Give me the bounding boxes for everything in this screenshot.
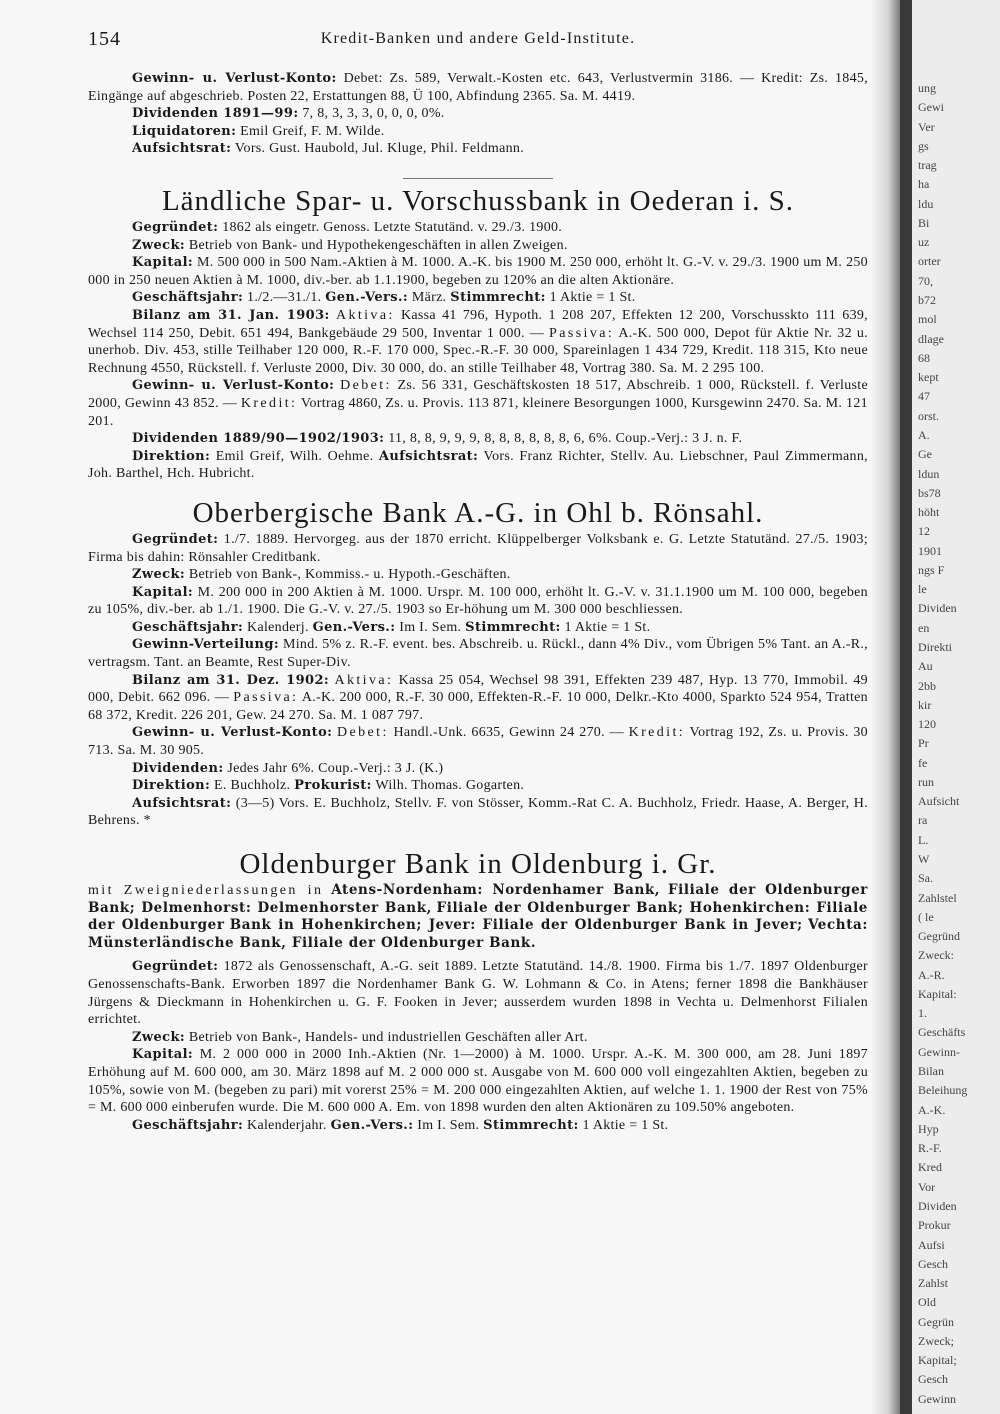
oederan-aufsichtsrat-text: Vors. Franz Richter, Stellv. Au. Liebschner, Paul Zimmermann, Joh. Barthel, Hch. Hubricht. <box>88 448 868 482</box>
facing-page-text: 1901 <box>918 543 942 558</box>
ohl-gegruendet <box>88 531 868 566</box>
facing-page-text: Dividen <box>918 1198 957 1213</box>
oederan-direktion <box>88 448 868 483</box>
oederan-geschaeftsjahr-text: 1./2.—31./1. <box>247 290 322 306</box>
ohl-prokurist-text: Wilh. Thomas. Gogarten. <box>375 778 525 794</box>
facing-page-text: Beleihung <box>918 1083 968 1098</box>
facing-page-text: 70, <box>918 273 933 288</box>
ohl-title: Oberbergische Bank A.-G. in Ohl b. Rönsahl. <box>192 496 764 529</box>
facing-page-text: ha <box>918 177 930 192</box>
oederan-stimmrecht-label: Stimmrecht: <box>450 290 546 306</box>
facing-page-text: A.-K. <box>918 1102 946 1117</box>
oederan-kapital-text: M. 500 000 in 500 Nam.-Aktien à M. 1000. A.-K. bis 1900 M. 250 000, erhöht lt. G.-V. v. 29./3. 1900 um M. 250 000 in 250 neuen Aktien à M. 1000, div.-ber. ab 1.1.1900, begeben zu 120% an die alten Aktionäre. <box>88 255 868 288</box>
facing-page-text: Bilan <box>918 1064 944 1079</box>
facing-page-text: uz <box>918 235 930 250</box>
facing-page-text: Old <box>918 1295 936 1310</box>
ohl-bilanz-aktiva: Aktiva: <box>334 672 394 688</box>
ohl-gewinnverteilung-label: Gewinn-Verteilung: <box>132 637 280 653</box>
facing-page-text: 12 <box>918 524 930 539</box>
ohl-genvers-text: Im I. Sem. <box>399 619 462 635</box>
ohl-aufsichtsrat <box>88 795 868 830</box>
facing-page-text: Bi <box>918 215 930 230</box>
ohl-kapital-label: Kapital: <box>132 584 194 600</box>
oldenburg-mit-text: mit Zweigniederlassungen in <box>88 883 324 898</box>
prev-aufsichtsrat-text: Vors. Gust. Haubold, Jul. Kluge, Phil. Feldmann. <box>234 141 525 157</box>
ohl-zweck <box>88 566 868 584</box>
facing-page-text: Geschäfts <box>918 1025 966 1040</box>
prev-gewinn-label: Gewinn- u. Verlust-Konto: <box>132 71 337 86</box>
oldenburg-kapital-label: Kapital: <box>132 1047 194 1063</box>
oldenburg-zweck-text: Betrieb von Bank-, Handels- und industriellen Geschäften aller Art. <box>188 1029 588 1045</box>
oederan-stimmrecht-text: 1 Aktie = 1 St. <box>549 290 636 306</box>
prev-dividenden-label: Dividenden 1891—99: <box>132 106 299 122</box>
ohl-bilanz-text1: Kassa 25 054, Wechsel 98 391, Effekten 239 487, Hyp. 13 770, Immobil. 49 000, Debit. 662 096. — <box>88 672 868 706</box>
ohl-gewinn-label: Gewinn- u. Verlust-Konto: <box>132 725 333 741</box>
facing-page-text: fe <box>918 755 928 770</box>
facing-page-text: Sa. <box>918 871 933 886</box>
oldenburg-stimmrecht-label: Stimmrecht: <box>483 1117 579 1133</box>
oederan-gewinn-text1: Zs. 56 331, Geschäftskosten 18 517, Abschreib. 1 000, Rückstell. f. Verluste 2000, Gewinn 43 852. — <box>88 378 868 411</box>
oederan-title: Ländliche Spar- u. Vorschussbank in Oederan i. S. <box>161 185 795 217</box>
ohl-direktion-label: Direktion: <box>132 778 211 794</box>
oldenburg-filialen-3: Filiale der Oldenburger Bank; Hohenkirchen: Filiale der Oldenburger <box>88 899 868 934</box>
oederan-dividenden <box>88 430 868 448</box>
facing-page-text: Prokur <box>918 1218 951 1233</box>
facing-page-text: Ver <box>918 119 935 134</box>
ohl-zweck-text: Betrieb von Bank-, Kommiss.- u. Hypoth.-Geschäften. <box>188 567 511 583</box>
oederan-gegruendet-label: Gegründet: <box>132 220 219 235</box>
ohl-stimmrecht-text: 1 Aktie = 1 St. <box>564 619 651 635</box>
facing-page-text: le <box>918 582 927 597</box>
ohl-dividenden-text: Jedes Jahr 6%. Coup.-Verj.: 3 J. (K.) <box>227 760 444 776</box>
prev-dividenden-text: 7, 8, 3, 3, 3, 0, 0, 0, 0%. <box>302 106 445 122</box>
ohl-gewinn-text1: Handl.-Unk. 6635, Gewinn 24 270. — <box>393 725 624 741</box>
oldenburg-gegruendet <box>88 958 868 1028</box>
facing-page-text: ra <box>918 813 928 828</box>
running-title: Kredit-Banken und andere Geld-Institute. <box>320 30 636 47</box>
facing-page-text: bs78 <box>918 485 941 500</box>
oederan-gegruendet-text: 1862 als eingetr. Genoss. Letzte Statutänd. v. 29./3. 1900. <box>222 220 563 235</box>
ohl-zweck-label: Zweck: <box>132 567 186 583</box>
facing-page-text: Gegründ <box>918 929 960 944</box>
facing-page-text: dlage <box>918 331 944 346</box>
left-page-column <box>88 28 868 1134</box>
facing-page-text: 47 <box>918 389 930 404</box>
facing-page-text: W <box>918 852 930 866</box>
oederan-gewinn-kredit: Kredit: <box>240 395 298 411</box>
oederan-bilanz-label: Bilanz am 31. Jan. 1903: <box>132 307 330 323</box>
oldenburg-filialen-1: Atens-Nordenham: Nordenhamer Bank, <box>331 882 661 898</box>
facing-page-text: run <box>918 774 934 789</box>
ohl-genvers-label: Gen.-Vers.: <box>312 619 396 635</box>
ohl-entry <box>88 495 868 830</box>
facing-page-text: Ge <box>918 447 932 462</box>
oederan-geschaeftsjahr <box>88 289 868 307</box>
facing-page-text: Gewinn <box>918 1391 956 1406</box>
oederan-zweck-label: Zweck: <box>132 237 186 253</box>
oederan-kapital-label: Kapital: <box>132 255 194 271</box>
facing-page-text: 1. <box>918 1006 927 1021</box>
oederan-gewinn-text2: Vortrag 4860, Zs. u. Provis. 113 871, kleinere Besorgungen 1000, Kursgewinn 2470. Sa. M. 121 201. <box>88 395 868 429</box>
oldenburg-geschaeftsjahr-label: Geschäftsjahr: <box>132 1117 244 1133</box>
facing-page-text: orter <box>918 254 941 269</box>
ohl-geschaeftsjahr <box>88 619 868 637</box>
oldenburg-entry <box>88 846 868 1134</box>
facing-page-text: Gewi <box>918 100 944 115</box>
oederan-gegruendet <box>88 219 868 237</box>
facing-page-text: kept <box>918 370 939 385</box>
ohl-bilanz-passiva: Passiva: <box>233 690 299 706</box>
oederan-gewinn-debet: Debet: <box>340 378 392 394</box>
prev-liquidatoren <box>88 123 868 141</box>
facing-page-text: ngs F <box>918 562 945 577</box>
facing-page-text: kir <box>918 697 932 712</box>
facing-page-text: Gegrün <box>918 1314 954 1329</box>
facing-page-text: en <box>918 620 930 635</box>
ohl-kapital <box>88 584 868 619</box>
facing-page-fragment <box>912 0 1000 1414</box>
facing-page-text: L. <box>918 832 929 847</box>
ohl-direktion-text: E. Buchholz. <box>214 778 291 794</box>
oldenburg-geschaeftsjahr <box>88 1117 868 1135</box>
facing-page-text: Au <box>918 659 933 674</box>
oederan-geschaeftsjahr-label: Geschäftsjahr: <box>132 290 244 306</box>
oederan-kapital <box>88 254 868 289</box>
oldenburg-filialen-4: Bank in Hohenkirchen; Jever: Filiale der Oldenburger Bank in Jever; <box>229 917 803 934</box>
page-header <box>88 28 868 58</box>
facing-page-text: Pr <box>918 736 929 751</box>
ohl-kapital-text: M. 200 000 in 200 Aktien à M. 1000. Urspr. M. 100 000, erhöht lt. G.-V. v. 31.1.1900 um M. 100 000, begeben zu 105%, div.-ber. ab 1./1. 1900. Die G.-V. v. 27./5. 1903 so Er-höhung um M. 300 000 beschliessen. <box>88 584 868 618</box>
oederan-entry <box>88 183 868 483</box>
ohl-stimmrecht-label: Stimmrecht: <box>465 619 561 635</box>
prev-liquidatoren-label: Liquidatoren: <box>132 123 237 139</box>
oldenburg-gegruendet-text: 1872 als Genossenschaft, A.-G. seit 1889. Letzte Statutänd. 14./8. 1900. Firma bis 1./7. 1897 Oldenburger Genossenschafts-Bank. Erworben 1897 die Nordenhamer Bank G. W. Lohmann & Co. in Atens; ferner 1898 die Bankhäuser Jürgens & Dieckmann in Hohenkirchen u. G. F. Fooken in Jever; ausserdem wurden 1898 in Vechta u. Delmenhorst Filialen errichtet. <box>88 959 868 1028</box>
facing-page-text: Zweck; <box>918 1333 954 1348</box>
facing-page-text: ( le <box>918 909 934 924</box>
facing-page-text: Vor <box>918 1179 936 1194</box>
oederan-zweck <box>88 237 868 255</box>
oederan-bilanz-passiva: Passiva: <box>549 325 615 341</box>
facing-page-text: Zahlst <box>918 1276 948 1291</box>
oederan-dividenden-text: 11, 8, 8, 9, 9, 9, 8, 8, 8, 8, 8, 8, 6, 6%. Coup.-Verj.: 3 J. n. F. <box>388 431 743 447</box>
oldenburg-genvers-text: Im I. Sem. <box>417 1117 480 1133</box>
facing-page-text: 120 <box>918 717 936 732</box>
facing-page-text: ldu <box>918 196 934 211</box>
oldenburg-filialen-2: Filiale der Oldenburger Bank; Delmenhorst: Delmenhorster Bank, <box>88 882 869 916</box>
facing-page-text: Zweck: <box>918 948 954 963</box>
oldenburg-genvers-label: Gen.-Vers.: <box>330 1117 414 1133</box>
oldenburg-kapital-text: M. 2 000 000 in 2000 Inh.-Aktien (Nr. 1—2000) à M. 1000. Urspr. A.-K. M. 300 000, am 28. Juni 1897 Erhöhung auf M. 600 000, am 30. März 1898 auf M. 2 000 000 st. Ausgabe von M. 600 000 voll eingezahlten Aktien, begeben zu 105%, sowie von M. (begeben zu pari) mit vorerst 25% = M. 200 000 eingezahlten Aktien, auf welche 1. 1. 1900 der Rest von 75% = M. 600 000 einberufen wurde. Die M. 600 000 A. Em. von 1898 wurden den alten Aktionären zu 109.50% angeboten. <box>88 1047 868 1116</box>
oederan-bilanz <box>88 307 868 377</box>
prev-dividenden <box>88 105 868 123</box>
facing-page-text: Gesch <box>918 1372 948 1387</box>
facing-page-text: 2bb <box>918 678 936 693</box>
oldenburg-zweck <box>88 1029 868 1047</box>
facing-page-text: höht <box>918 505 940 520</box>
prev-aufsichtsrat-label: Aufsichtsrat: <box>132 141 232 157</box>
oederan-aufsichtsrat-label: Aufsichtsrat: <box>378 448 479 464</box>
oederan-zweck-text: Betrieb von Bank- und Hypothekengeschäften in allen Zweigen. <box>188 237 568 253</box>
oldenburg-gegruendet-label: Gegründet: <box>132 959 219 975</box>
ohl-bilanz-label: Bilanz am 31. Dez. 1902: <box>132 672 330 688</box>
oederan-direktion-text: Emil Greif, Wilh. Oehme. <box>215 448 374 464</box>
oldenburg-filialen <box>88 882 868 952</box>
oldenburg-geschaeftsjahr-text: Kalenderjahr. <box>247 1117 327 1133</box>
ohl-geschaeftsjahr-label: Geschäftsjahr: <box>132 619 244 635</box>
facing-page-text: Kapital: <box>918 986 957 1001</box>
ohl-gewinn-kredit: Kredit: <box>628 725 686 741</box>
facing-page-text: Hyp <box>918 1121 939 1136</box>
facing-page-text: Kapital; <box>918 1353 957 1368</box>
ohl-bilanz <box>88 672 868 725</box>
facing-page-text: mol <box>918 312 937 327</box>
facing-page-text: A.-R. <box>918 967 945 982</box>
facing-page-text: Direkti <box>918 639 952 654</box>
facing-page-text: b72 <box>918 293 936 308</box>
ohl-gewinnverteilung <box>88 636 868 671</box>
ohl-gewinn-text2: Vortrag 192, Zs. u. Provis. 30 713. Sa. M. 30 905. <box>88 725 868 759</box>
facing-page-text: Gesch <box>918 1256 948 1271</box>
ohl-dividenden-label: Dividenden: <box>132 760 224 776</box>
facing-page-text: Aufsicht <box>918 794 960 809</box>
facing-page-text: Kred <box>918 1160 942 1175</box>
section-divider <box>403 178 553 179</box>
prev-liquidatoren-text: Emil Greif, F. M. Wilde. <box>240 123 385 139</box>
facing-page-text: Gewinn- <box>918 1044 960 1059</box>
ohl-dividenden <box>88 760 868 778</box>
oldenburg-kapital <box>88 1046 868 1116</box>
facing-page-text: ung <box>918 81 936 95</box>
ohl-gewinnverteilung-text: Mind. 5% z. R.-F. event. bes. Abschreib. u. Rückl., dann 4% Div., vom Übrigen 5% Tant. an A.-R., vertragsm. Tant. an Beamte, Rest Super-Div. <box>88 637 868 671</box>
oederan-genvers-label: Gen.-Vers.: <box>325 290 409 306</box>
oldenburg-stimmrecht-text: 1 Aktie = 1 St. <box>582 1117 669 1133</box>
ohl-direktion <box>88 777 868 795</box>
facing-page-text: 68 <box>918 350 930 365</box>
prev-gewinn-text: Debet: Zs. 589, Verwalt.-Kosten etc. 643, Verlustvermin 3186. — Kredit: Zs. 1845, Eingänge auf abgeschrieb. Posten 22, Erstattungen 88, Ü 100, Abfindung 2365. Sa. M. 4419. <box>88 71 868 104</box>
ohl-aufsichtsrat-label: Aufsichtsrat: <box>132 795 232 811</box>
oederan-genvers-text: März. <box>411 290 447 306</box>
facing-page-text: gs <box>918 138 929 153</box>
oederan-direktion-label: Direktion: <box>132 448 211 464</box>
ohl-prokurist-label: Prokurist: <box>294 778 372 794</box>
ohl-gegruendet-text: 1./7. 1889. Hervorgeg. aus der 1870 erricht. Klüppelberger Volksbank e. G. Letzte Statutänd. 27./5. 1903; Firma bis dahin: Rönsahler Creditbank. <box>88 531 868 565</box>
facing-page-text: R.-F. <box>918 1141 942 1156</box>
facing-page-text: orst. <box>918 408 939 423</box>
facing-page-text: Zahlstel <box>918 890 957 905</box>
facing-page-text: trag <box>918 158 937 173</box>
prev-gewinn <box>88 70 868 105</box>
oederan-gewinn-label: Gewinn- u. Verlust-Konto: <box>132 378 335 394</box>
ohl-gewinn <box>88 724 868 759</box>
page-number: 154 <box>88 28 121 50</box>
ohl-aufsichtsrat-text: (3—5) Vors. E. Buchholz, Stellv. F. von Stösser, Komm.-Rat C. A. Buchholz, Friedr. Haase, A. Berger, H. Behrens. * <box>88 795 868 829</box>
facing-page-text: Dividen <box>918 601 957 616</box>
oederan-dividenden-label: Dividenden 1889/90—1902/1903: <box>132 431 385 447</box>
previous-entry <box>88 58 868 178</box>
ohl-gegruendet-label: Gegründet: <box>132 531 219 547</box>
facing-page-text: ldun <box>918 466 940 481</box>
facing-page-text: Aufsi <box>918 1237 945 1252</box>
oldenburg-zweck-label: Zweck: <box>132 1029 186 1045</box>
ohl-gewinn-debet: Debet: <box>337 725 389 741</box>
oldenburg-filialen-5: Vechta: Münsterländische Bank, Filiale der Oldenburger Bank. <box>88 917 868 951</box>
ohl-bilanz-text2: A.-K. 200 000, R.-F. 30 000, Effekten-R.-F. 10 000, Delkr.-Kto 4000, Sparkto 524 954, Tratten 68 372, Kredit. 226 201, Gew. 24 270. Sa. M. 1 087 797. <box>88 690 868 723</box>
oederan-bilanz-text2: A.-K. 500 000, Depot für Aktie Nr. 32 u. unerhob. Div. 453, stille Teilhaber 120 000, R.-F. 170 000, Spec.-R.-F. 30 000, Spareinlagen 1 434 729, Kredit. 118 315, Kto neue Rechnung 4550, Rückstell. f. Verluste 2000, Div. 30 000, do. an stille Teilhaber 48, Vortrag 380. Sa. M. 2 295 100. <box>88 325 868 376</box>
facing-page-text: A. <box>918 427 930 442</box>
oederan-bilanz-text1: Kassa 41 796, Hypoth. 1 208 207, Effekten 12 200, Vorschusskto 111 639, Wechsel 114 250, Debit. 651 494, Bankgebäude 29 500, Inventar 1 000. — <box>88 307 868 341</box>
ohl-geschaeftsjahr-text: Kalenderj. <box>247 619 309 635</box>
oederan-gewinn <box>88 377 868 430</box>
oederan-bilanz-aktiva: Aktiva: <box>335 307 395 323</box>
oldenburg-title: Oldenburger Bank in Oldenburg i. Gr. <box>239 848 717 880</box>
prev-aufsichtsrat <box>88 140 868 158</box>
